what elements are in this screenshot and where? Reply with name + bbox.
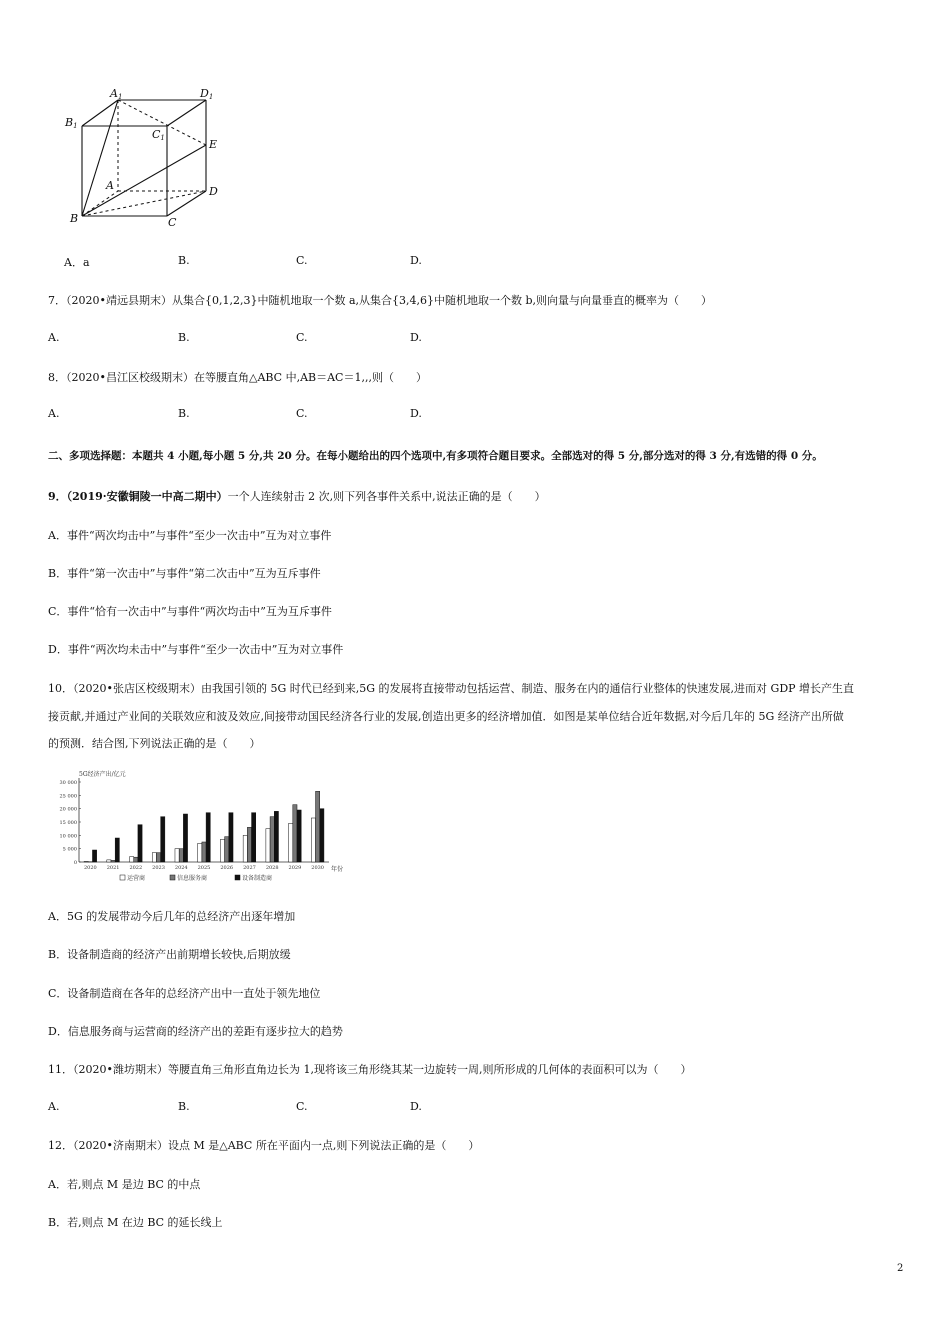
q11-option-c: C. [296,1100,308,1113]
q12-stem: 12．（2020•济南期末）设点 M 是△ABC 所在平面内一点,则下列说法正确的是（ ） [48,1139,480,1152]
bar-operator [198,843,202,862]
bar-info-service [270,817,274,862]
q10-option-a: A．5G 的发展带动今后几年的总经济产出逐年增加 [48,910,296,923]
x-tick-label: 2029 [288,865,302,871]
bar-equipment [297,810,301,862]
bar-equipment [252,813,256,862]
bar-equipment [138,825,142,862]
label-C1: C1 [152,128,165,142]
label-C: C [168,216,177,229]
y-tick-label: 5 000 [62,846,77,853]
q11-option-d: D. [410,1100,422,1113]
label-D: D [209,185,218,198]
q8-option-a: A. [48,407,60,420]
q7-stem: 7．（2020•靖远县期末）从集合{0,1,2,3}中随机地取一个数 a,从集合{3,4,6}中随机地取一个数 b,则向量与向量垂直的概率为（ ） [48,294,713,307]
q8-option-d: D. [410,407,422,420]
bar-operator [243,835,247,862]
x-tick-label: 2025 [197,865,211,871]
y-tick-label: 20 000 [59,806,77,813]
cube-figure [60,85,230,230]
bar-info-service [134,857,138,862]
label-A1: A1 [110,87,123,101]
x-tick-label: 2024 [174,865,188,871]
bar-equipment [183,814,187,862]
q6-option-d: D. [410,254,422,267]
bar-operator [289,823,293,862]
q9-stem: 一个人连续射击 2 次,则下列各事件关系中,说法正确的是（ ） [227,490,546,503]
q8-stem: 8．（2020•昌江区校级期末）在等腰直角△ABC 中,AB＝AC＝1,,,则（ ） [48,371,427,384]
bar-info-service [156,853,160,862]
page-number: 2 [897,1263,904,1274]
y-tick-label: 0 [73,860,77,866]
q11-option-b: B. [178,1100,190,1113]
q10-option-d: D．信息服务商与运营商的经济产出的差距有逐步拉大的趋势 [48,1025,343,1038]
x-tick-label: 2027 [243,865,256,871]
legend-swatch [120,875,125,880]
x-tick-label: 2020 [83,865,97,871]
legend-swatch [170,875,175,880]
q8-option-c: C. [296,407,308,420]
q12-option-a: A．若,则点 M 是边 BC 的中点 [48,1178,201,1191]
y-tick-label: 10 000 [59,833,77,840]
bar-operator [220,839,224,862]
label-E: E [209,138,218,151]
chart-xlabel: 年份 [331,866,344,873]
q9-option-d: D．事件“两次均未击中”与事件“至少一次击中”互为对立事件 [48,643,344,656]
label-B: B [70,212,79,225]
q10-stem-line-1: 10．（2020•张店区校级期末）由我国引领的 5G 时代已经到来,5G 的发展将直接带动包括运营、制造、服务在内的通信行业整体的快速发展,进而对 GDP 增长产生直 [48,682,855,695]
q9-stem-line [48,488,546,504]
q6-option-a: A．a [64,256,90,269]
bar-equipment [274,811,278,862]
bar-equipment [206,813,210,862]
y-tick-label: 25 000 [59,793,77,800]
x-tick-label: 2023 [152,865,165,871]
bar-equipment [161,817,165,862]
bar-info-service [202,842,206,862]
chart-ylabel: 5G经济产出/亿元 [79,771,126,778]
q7-option-d: D. [410,331,422,344]
q11-stem: 11．（2020•潍坊期末）等腰直角三角形直角边长为 1,现将该三角形绕其某一边旋转一周,则所形成的几何体的表面积可以为（ ） [48,1063,692,1076]
q6-option-b: B. [178,254,190,267]
legend-label: 信息服务商 [177,875,208,882]
bar-operator [175,849,179,862]
x-tick-label: 2030 [311,865,325,871]
bar-info-service [247,827,251,862]
bar-operator [130,857,134,862]
label-B1: B1 [65,116,78,130]
x-tick-label: 2021 [106,865,120,871]
q7-option-c: C. [296,331,308,344]
x-tick-label: 2028 [265,865,279,871]
q9-source: 9．（2019·安徽铜陵一中高二期中） [48,490,228,503]
q10-stem-line-3: 的预测．结合图,下列说法正确的是（ ） [48,737,261,750]
section2-header: 二、多项选择题：本题共 4 小题,每小题 5 分,共 20 分。在每小题给出的四个选项中,有多项符合题目要求。全部选对的得 5 分,部分选对的得 3 分,有选错的得 0 分。 [48,450,823,462]
q7-option-a: A. [48,331,60,344]
bar-operator [152,853,156,862]
x-tick-label: 2026 [220,865,234,871]
q9-option-c: C．事件“恰有一次击中”与事件“两次均击中”互为互斥事件 [48,605,332,618]
label-A: A [106,179,114,192]
bar-operator [266,829,270,862]
q12-option-b: B．若,则点 M 在边 BC 的延长线上 [48,1216,223,1229]
q10-option-b: B．设备制造商的经济产出前期增长较快,后期放缓 [48,948,291,961]
bar-equipment [115,838,119,862]
label-D1: D1 [200,87,214,101]
q7-option-b: B. [178,331,190,344]
legend-label: 运营商 [127,875,146,882]
bar-info-service [293,805,297,862]
bar-info-service [225,837,229,862]
bar-equipment [229,813,233,862]
q6-option-c: C. [296,254,308,267]
q11-option-a: A. [48,1100,60,1113]
bar-operator [84,861,88,862]
bar-operator [311,818,315,862]
y-tick-label: 15 000 [59,820,77,826]
bar-equipment [92,850,96,862]
q10-option-c: C．设备制造商在各年的总经济产出中一直处于领先地位 [48,987,321,1000]
bar-info-service [111,860,115,862]
q10-stem-line-2: 接贡献,并通过产业间的关联效应和波及效应,间接带动国民经济各行业的发展,创造出更多的经济增加值．如图是某单位结合近年数据,对今后几年的 5G 经济产出所做 [48,710,844,723]
bar-equipment [320,809,324,862]
bar-operator [107,860,111,862]
5g-output-bar-chart [45,768,355,888]
q9-option-a: A．事件“两次均击中”与事件“至少一次击中”互为对立事件 [48,529,332,542]
legend-label: 设备制造商 [242,875,273,882]
q9-option-b: B．事件“第一次击中”与事件“第二次击中”互为互斥事件 [48,567,321,580]
bar-info-service [179,849,183,862]
bar-info-service [316,791,320,862]
legend-swatch [235,875,240,880]
y-tick-label: 30 000 [59,780,77,786]
q8-option-b: B. [178,407,190,420]
x-tick-label: 2022 [129,865,143,871]
